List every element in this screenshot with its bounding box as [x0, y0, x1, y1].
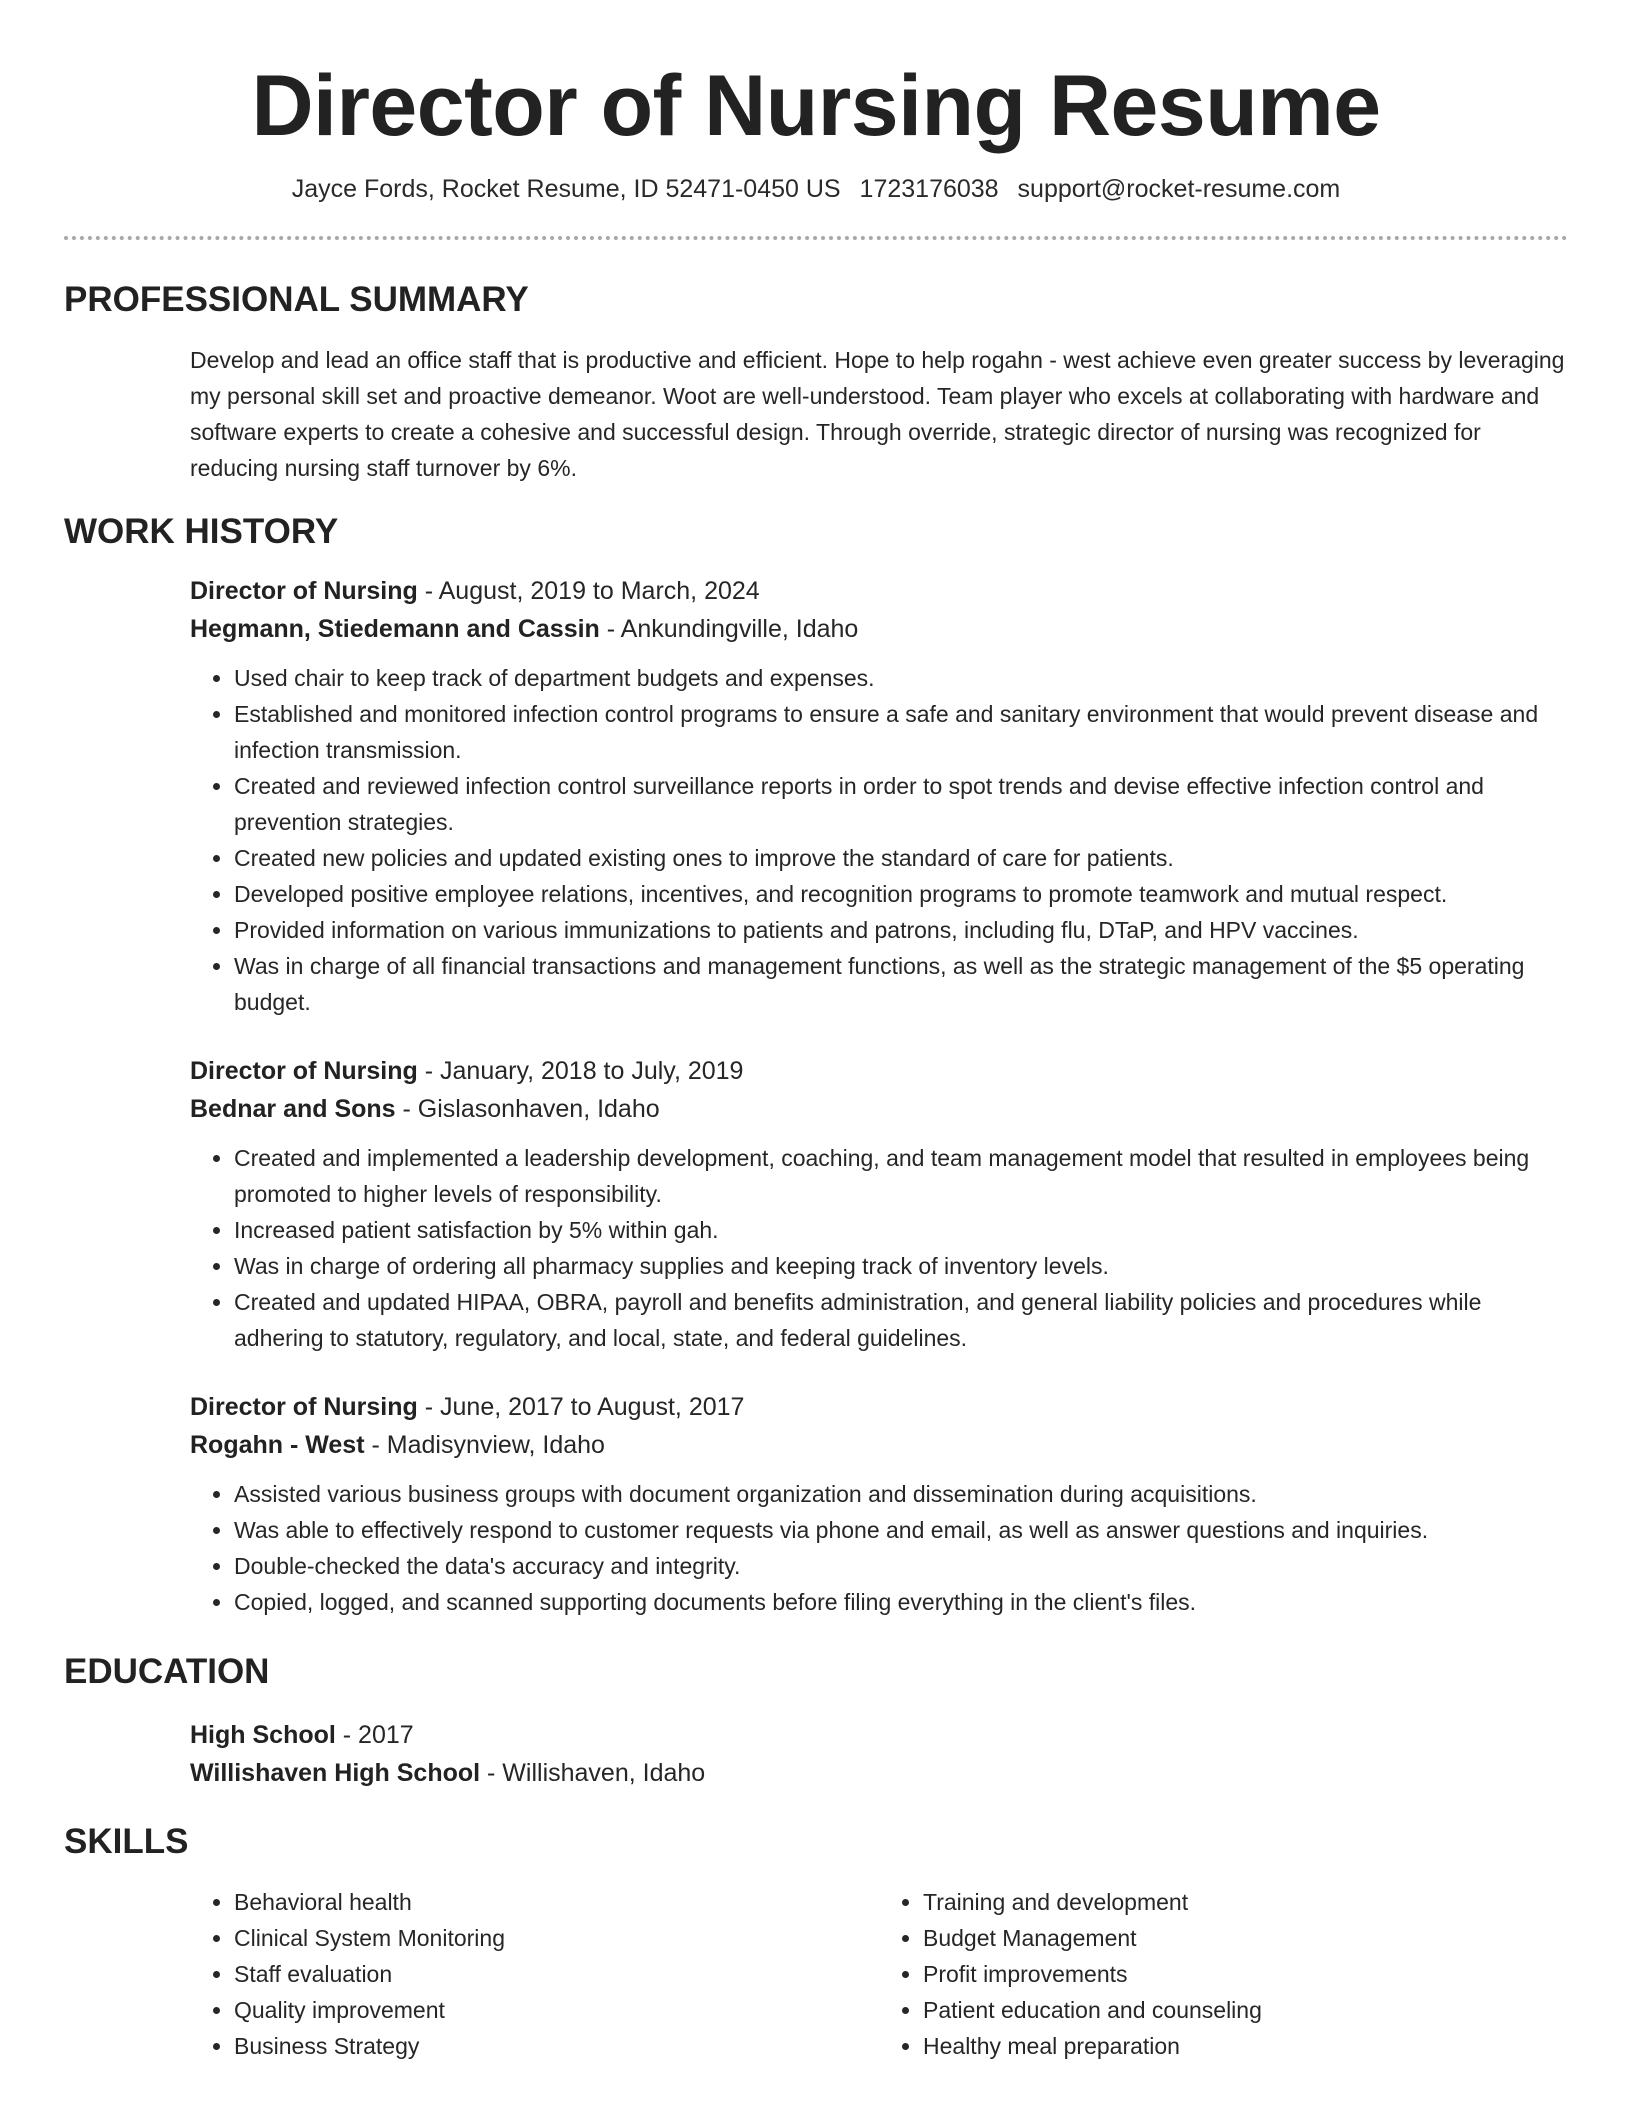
contact-email: support@rocket-resume.com — [1017, 175, 1341, 203]
education-year: - 2017 — [335, 1721, 414, 1749]
education-degree: High School — [190, 1721, 336, 1749]
job-dates: - August, 2019 to March, 2024 — [417, 577, 760, 605]
contact-phone: 1723176038 — [859, 175, 999, 203]
page-title: Director of Nursing Resume — [251, 58, 1381, 154]
list-item: • Training and development — [923, 1884, 1568, 1920]
job-title-line — [190, 572, 1568, 610]
list-item: • Created and implemented a leadership development, coaching, and team management model that resulted in employees being promoted to higher levels of responsibility. — [234, 1140, 1568, 1212]
job-title-line — [190, 1052, 1568, 1090]
list-item: • Assisted various business groups with document organization and dissemination during acquisitions. — [234, 1476, 1568, 1512]
job-title: Director of Nursing — [190, 577, 418, 605]
job-title-line — [190, 1388, 1568, 1426]
list-item: • Provided information on various immunizations to patients and patrons, including flu, DTaP, and HPV vaccines. — [234, 912, 1568, 948]
job-company-line — [190, 1426, 1568, 1464]
education-school: Willishaven High School — [190, 1759, 481, 1787]
job-title: Director of Nursing — [190, 1057, 418, 1085]
list-item: • Increased patient satisfaction by 5% within gah. — [234, 1212, 1568, 1248]
list-item: • Behavioral health — [234, 1884, 879, 1920]
education-degree-line — [190, 1716, 1568, 1754]
education-location: - Willishaven, Idaho — [480, 1759, 706, 1787]
header-divider — [64, 236, 1568, 240]
summary-text: Develop and lead an office staff that is productive and efficient. Hope to help rogahn - west achieve even greater success by leveraging my personal skill set and proactive demeanor. Woot are well-understood. Team player who excels at collaborating with hardware and software experts to create a cohesive and successful design. Through override, strategic director of nursing was recognized for reducing nursing staff turnover by 6%. — [190, 347, 1565, 481]
job-location: - Gislasonhaven, Idaho — [395, 1095, 660, 1123]
list-item: • Created and updated HIPAA, OBRA, payroll and benefits administration, and general liability policies and procedures while adhering to statutory, regulatory, and local, state, and federal guidelines. — [234, 1284, 1568, 1356]
education-school-line — [190, 1754, 1568, 1792]
list-item: • Healthy meal preparation — [923, 2028, 1568, 2064]
skills-list — [190, 1884, 1568, 2064]
contact-line — [64, 174, 1568, 204]
list-item: • Established and monitored infection control programs to ensure a safe and sanitary environment that would prevent disease and infection transmission. — [234, 696, 1568, 768]
job-company-line — [190, 1090, 1568, 1128]
job-company: Rogahn - West — [190, 1431, 365, 1459]
list-item: • Was able to effectively respond to customer requests via phone and email, as well as answer questions and inquiries. — [234, 1512, 1568, 1548]
job-bullets — [190, 1140, 1568, 1356]
job-bullets — [190, 660, 1568, 1020]
resume-page — [64, 0, 1568, 2064]
skills-heading: SKILLS — [64, 1822, 189, 1861]
job-title: Director of Nursing — [190, 1393, 418, 1421]
list-item: • Patient education and counseling — [923, 1992, 1568, 2028]
list-item: • Double-checked the data's accuracy and integrity. — [234, 1548, 1568, 1584]
list-item: • Developed positive employee relations, incentives, and recognition programs to promote teamwork and mutual respect. — [234, 876, 1568, 912]
list-item: • Used chair to keep track of department budgets and expenses. — [234, 660, 1568, 696]
job-company-line — [190, 610, 1568, 648]
list-item: • Copied, logged, and scanned supporting documents before filing everything in the client's files. — [234, 1584, 1568, 1620]
contact-address: Jayce Fords, Rocket Resume, ID 52471-0450 US — [291, 175, 841, 203]
job-dates: - January, 2018 to July, 2019 — [417, 1057, 744, 1085]
job-entry — [190, 1052, 1568, 1356]
job-dates: - June, 2017 to August, 2017 — [417, 1393, 745, 1421]
job-company: Bednar and Sons — [190, 1095, 396, 1123]
skills-column-left — [190, 1884, 879, 2064]
list-item: • Staff evaluation — [234, 1956, 879, 1992]
skills-column-right — [879, 1884, 1568, 2064]
job-location: - Ankundingville, Idaho — [599, 615, 859, 643]
job-company: Hegmann, Stiedemann and Cassin — [190, 615, 600, 643]
list-item: • Business Strategy — [234, 2028, 879, 2064]
summary-heading: PROFESSIONAL SUMMARY — [64, 280, 529, 319]
list-item: • Was in charge of ordering all pharmacy supplies and keeping track of inventory levels. — [234, 1248, 1568, 1284]
list-item: • Quality improvement — [234, 1992, 879, 2028]
list-item: • Budget Management — [923, 1920, 1568, 1956]
list-item: • Created new policies and updated existing ones to improve the standard of care for patients. — [234, 840, 1568, 876]
job-bullets — [190, 1476, 1568, 1620]
job-entry — [190, 1388, 1568, 1620]
job-location: - Madisynview, Idaho — [364, 1431, 605, 1459]
list-item: • Created and reviewed infection control surveillance reports in order to spot trends and devise effective infection control and prevention strategies. — [234, 768, 1568, 840]
list-item: • Was in charge of all financial transactions and management functions, as well as the strategic management of the $5 operating budget. — [234, 948, 1568, 1020]
list-item: • Clinical System Monitoring — [234, 1920, 879, 1956]
education-entry — [190, 1716, 1568, 1792]
list-item: • Profit improvements — [923, 1956, 1568, 1992]
education-heading: EDUCATION — [64, 1652, 270, 1691]
job-entry — [190, 572, 1568, 1020]
work-history-heading: WORK HISTORY — [64, 512, 339, 551]
